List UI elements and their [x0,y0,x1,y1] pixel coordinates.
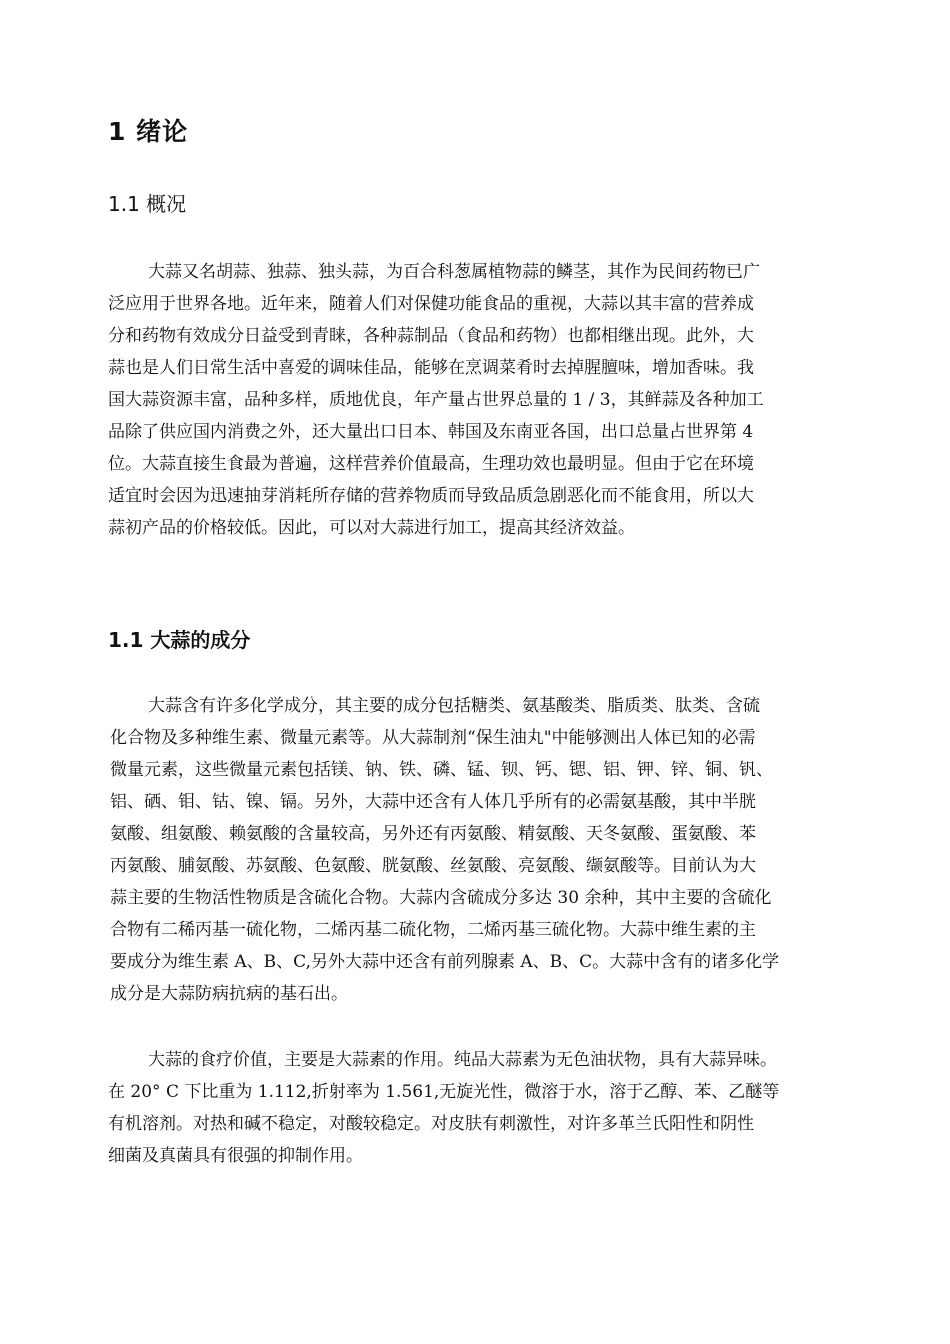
text-line: 大蒜又名胡蒜、独蒜、独头蒜，为百合科葱属植物蒜的鳞茎，其作为民间药物已广 [148,262,760,282]
text-line: 成分是大蒜防病抗病的基石出。 [110,984,348,1004]
text-line: 蒜初产品的价格较低。因此，可以对大蒜进行加工，提高其经济效益。 [108,518,635,538]
text-line: 蒜主要的生物活性物质是含硫化合物。大蒜内含硫成分多达 30 余种，其中主要的含硫化 [110,888,772,908]
text-line: 有机溶剂。对热和碱不稳定，对酸较稳定。对皮肤有刺激性，对许多革兰氏阳性和阴性 [108,1114,754,1134]
text-line: 细菌及真菌具有很强的抑制作用。 [108,1146,363,1166]
text-line: 蒜也是人们日常生活中喜爱的调味佳品，能够在烹调菜肴时去掉腥膻味，增加香味。我 [108,358,754,378]
paragraph-components [108,690,853,1010]
text-line: 要成分为维生素 A、B、C,另外大蒜中还含有前列腺素 A、B、C。大蒜中含有的诸多化学 [110,952,780,972]
text-line: 在 20° C 下比重为 1.112,折射率为 1.561,无旋光性，微溶于水，溶于乙醇、苯、乙醚等 [108,1082,780,1102]
chapter-title: 1 绪论 [108,117,189,146]
text-line: 位。大蒜直接生食最为普遍，这样营养价值最高，生理功效也最明显。但由于它在环境 [108,454,754,474]
text-line: 铝、硒、钼、钴、镍、镉。另外，大蒜中还含有人体几乎所有的必需氨基酸，其中半胱 [110,792,756,812]
text-line: 大蒜含有许多化学成分，其主要的成分包括糖类、氨基酸类、脂质类、肽类、含硫 [148,696,760,716]
text-line: 分和药物有效成分日益受到青睐，各种蒜制品（食品和药物）也都相继出现。此外，大 [108,326,754,346]
text-line: 微量元素，这些微量元素包括镁、钠、铁、磷、锰、钡、钙、锶、铝、钾、锌、铜、钒、 [110,760,773,780]
text-line: 适宜时会因为迅速抽芽消耗所存储的营养物质而导致品质急剧恶化而不能食用，所以大 [108,486,754,506]
text-line: 合物有二稀丙基一硫化物，二烯丙基二硫化物，二烯丙基三硫化物。大蒜中维生素的主 [110,920,756,940]
text-line: 泛应用于世界各地。近年来，随着人们对保健功能食品的重视，大蒜以其丰富的营养成 [108,294,754,314]
text-line: 品除了供应国内消费之外，还大量出口日本、韩国及东南亚各国，出口总量占世界第 4 [108,422,754,442]
text-line: 大蒜的食疗价值，主要是大蒜素的作用。纯品大蒜素为无色油状物，具有大蒜异味。 [148,1050,777,1070]
text-line: 氨酸、组氨酸、赖氨酸的含量较高，另外还有丙氨酸、精氨酸、天冬氨酸、蛋氨酸、苯 [110,824,756,844]
paragraph-overview [108,256,853,544]
paragraph-allicin [108,1044,853,1172]
text-line: 丙氨酸、脯氨酸、苏氨酸、色氨酸、胱氨酸、丝氨酸、亮氨酸、缬氨酸等。目前认为大 [110,856,756,876]
text-line: 化合物及多种维生素、微量元素等。从大蒜制剂“保生油丸"中能够测出人体已知的必需 [110,728,756,748]
text-line: 国大蒜资源丰富，品种多样，质地优良，年产量占世界总量的 1 / 3，其鲜蒜及各种加工 [108,390,764,410]
section-heading-components: 1.1 大蒜的成分 [108,628,251,652]
section-heading-overview: 1.1 概况 [108,192,187,216]
